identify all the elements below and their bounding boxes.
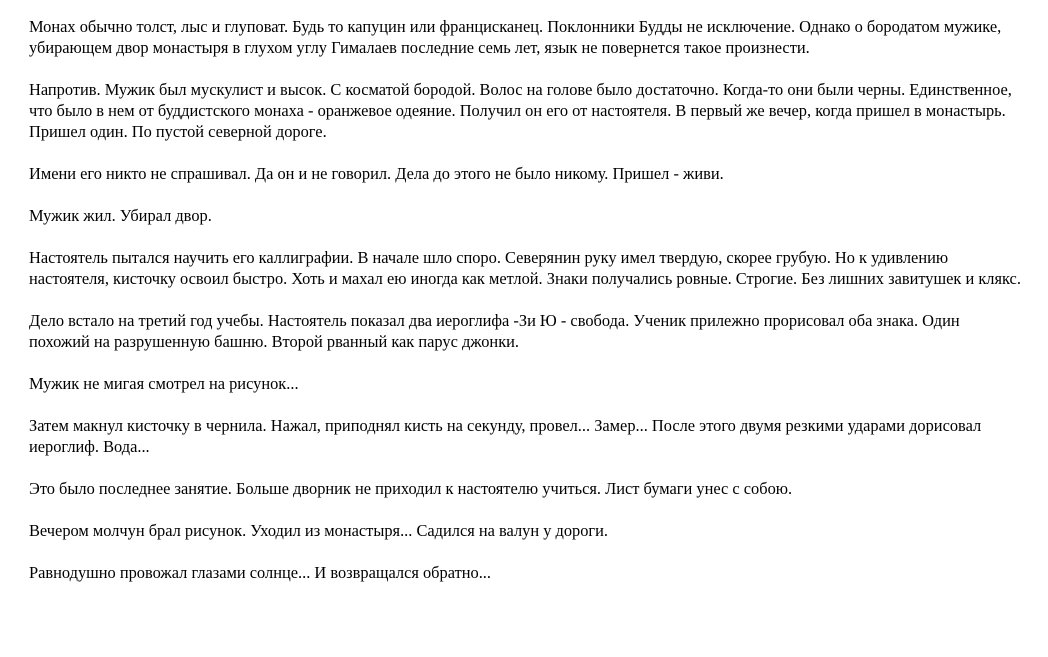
paragraph-7: Мужик не мигая смотрел на рисунок... [29, 374, 299, 393]
paragraph-1: Монах обычно толст, лыс и глуповат. Будь то капуцин или францисканец. Поклонники Будды не исключение. Однако о бородатом мужике, убирающем двор монастыря в глухом углу Гималаев последние семь лет, язык не повернется такое произнести. [29, 17, 1002, 57]
paragraph-4: Мужик жил. Убирал двор. [29, 206, 212, 225]
paragraph-5: Настоятель пытался научить его каллиграфии. В начале шло споро. Северянин руку имел твердую, скорее грубую. Но к удивлению настоятеля, кисточку освоил быстро. Хоть и махал ею иногда как метлой. Знаки получались ровные. Строгие. Без лишних завитушек и клякс. [29, 248, 1021, 288]
paragraph-9: Это было последнее занятие. Больше дворник не приходил к настоятелю учиться. Лист бумаги унес с собою. [29, 479, 793, 498]
paragraph-6: Дело встало на третий год учебы. Настоятель показал два иероглифа -Зи Ю - свобода. Ученик прилежно прорисовал оба знака. Один похожий на разрушенную башню. Второй рванный как парус джонки. [29, 311, 960, 351]
paragraph-3: Имени его никто не спрашивал. Да он и не говорил. Дела до этого не было никому. Пришел - живи. [29, 164, 724, 183]
paragraph-8: Затем макнул кисточку в чернила. Нажал, приподнял кисть на секунду, провел... Замер... После этого двумя резкими ударами дорисовал иероглиф. Вода... [29, 416, 982, 456]
paragraph-11: Равнодушно провожал глазами солнце... И возвращался обратно... [29, 563, 491, 582]
paragraph-2: Напротив. Мужик был мускулист и высок. С косматой бородой. Волос на голове было достаточно. Когда-то они были черны. Единственное, что было в нем от буддистского монаха - оранжевое одеяние. Получил он его от настоятеля. В первый же вечер, когда пришел в монастырь. Пришел один. По пустой северной дороге. [29, 80, 1012, 141]
paragraph-10: Вечером молчун брал рисунок. Уходил из монастыря... Садился на валун у дороги. [29, 521, 609, 540]
